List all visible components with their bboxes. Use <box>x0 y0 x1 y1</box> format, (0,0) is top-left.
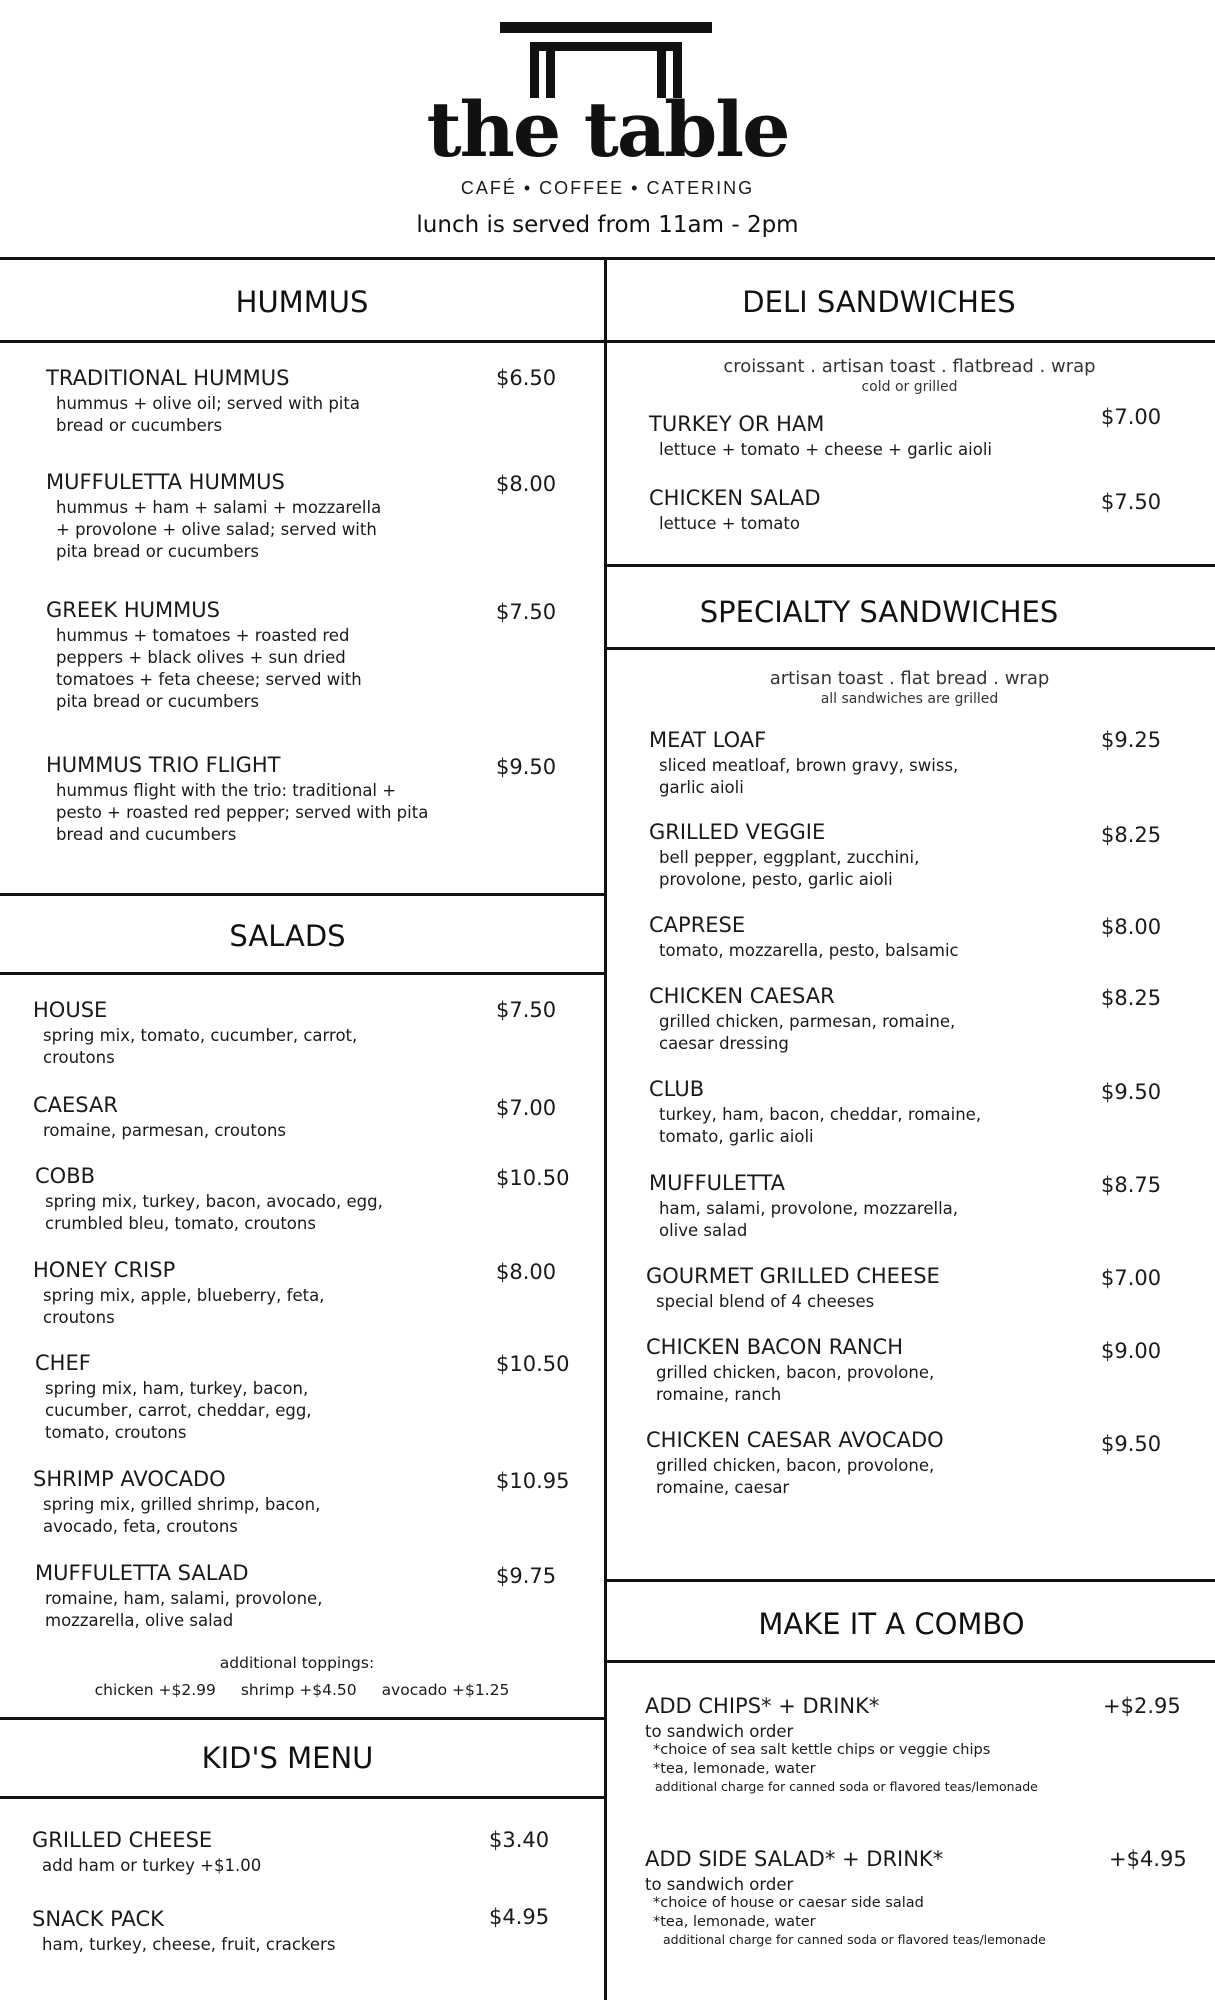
item-name: CHICKEN BACON RANCH <box>646 1335 903 1359</box>
divider <box>604 340 1215 343</box>
divider <box>0 972 604 975</box>
menu-item <box>646 1335 966 1406</box>
item-price: $10.50 <box>496 1352 570 1376</box>
item-name: COBB <box>35 1164 96 1188</box>
menu-item <box>649 820 969 891</box>
item-name: TURKEY OR HAM <box>649 412 825 436</box>
menu-item <box>35 1351 325 1444</box>
item-name: CAESAR <box>33 1093 118 1117</box>
combo-note: *tea, lemonade, water <box>653 1760 816 1777</box>
item-price: $9.25 <box>1101 728 1162 752</box>
menu-item <box>46 598 376 713</box>
item-price: $7.00 <box>496 1096 557 1120</box>
topping-shrimp: shrimp +$4.50 <box>240 1681 357 1699</box>
item-description: add ham or turkey +$1.00 <box>42 1856 262 1876</box>
topping-avocado: avocado +$1.25 <box>381 1681 510 1699</box>
item-description: hummus + ham + salami + mozzarella + provolone + olive salad; served with pita bread or cucumbers <box>56 498 382 562</box>
item-name: ADD CHIPS* + DRINK* <box>645 1694 880 1718</box>
item-price: $4.95 <box>489 1905 550 1929</box>
divider <box>0 257 1215 260</box>
item-description: spring mix, apple, blueberry, feta, croutons <box>43 1286 325 1328</box>
item-description: spring mix, grilled shrimp, bacon, avocado, feta, croutons <box>43 1495 321 1537</box>
item-price: $8.00 <box>496 472 557 496</box>
toppings-list <box>0 1681 604 1699</box>
item-name: SNACK PACK <box>32 1907 164 1931</box>
bread-options-note: all sandwiches are grilled <box>820 690 999 707</box>
item-price: $10.50 <box>496 1166 570 1190</box>
menu-item <box>33 1093 363 1142</box>
item-name: SHRIMP AVOCADO <box>33 1467 226 1491</box>
section-title-specialty: SPECIALTY SANDWICHES <box>699 595 1059 629</box>
combo-fine-print: additional charge for canned soda or flavored teas/lemonade <box>655 1778 1038 1794</box>
combo-subtitle: to sandwich order <box>645 1722 794 1741</box>
item-name: MEAT LOAF <box>649 728 767 752</box>
item-price: $10.95 <box>496 1469 570 1493</box>
section-title-deli: DELI SANDWICHES <box>742 285 1016 319</box>
menu-item <box>35 1164 385 1235</box>
item-price: +$2.95 <box>1103 1694 1181 1718</box>
divider <box>0 893 604 896</box>
item-description: romaine, parmesan, croutons <box>43 1121 287 1141</box>
menu-item <box>649 728 969 799</box>
combo-fine-print: additional charge for canned soda or flavored teas/lemonade <box>663 1931 1046 1947</box>
item-name: ADD SIDE SALAD* + DRINK* <box>645 1847 944 1871</box>
menu-item <box>33 1258 343 1329</box>
menu-item <box>33 998 363 1069</box>
item-description: bell pepper, eggplant, zucchini, provolone, pesto, garlic aioli <box>659 848 920 890</box>
item-price: $7.50 <box>496 998 557 1022</box>
menu-item <box>646 1264 1046 1313</box>
item-name: HONEY CRISP <box>33 1258 176 1282</box>
bread-options-text: croissant . artisan toast . flatbread . wrap <box>723 356 1096 377</box>
item-price: $6.50 <box>496 366 557 390</box>
item-name: GREEK HUMMUS <box>46 598 220 622</box>
item-price: $3.40 <box>489 1828 550 1852</box>
toppings-label: additional toppings: <box>219 1654 375 1672</box>
menu-item <box>35 1561 335 1632</box>
item-name: CHICKEN CAESAR AVOCADO <box>646 1428 944 1452</box>
menu-item <box>649 1077 999 1148</box>
menu-header <box>0 0 1215 258</box>
bread-options <box>604 356 1215 396</box>
item-price: $8.75 <box>1101 1173 1162 1197</box>
divider <box>604 1579 1215 1582</box>
item-price: +$4.95 <box>1109 1847 1187 1871</box>
section-title-hummus: HUMMUS <box>235 285 369 319</box>
combo-subtitle: to sandwich order <box>645 1875 794 1894</box>
brand-tagline: CAFÉ • COFFEE • CATERING <box>460 178 755 198</box>
menu-item <box>646 1428 966 1499</box>
item-name: GRILLED VEGGIE <box>649 820 826 844</box>
item-price: $7.50 <box>496 600 557 624</box>
divider <box>604 1660 1215 1663</box>
item-name: CLUB <box>649 1077 705 1101</box>
item-description: grilled chicken, bacon, provolone, romaine, ranch <box>656 1363 935 1405</box>
item-description: ham, salami, provolone, mozzarella, olive salad <box>659 1199 959 1241</box>
item-price: $7.50 <box>1101 490 1162 514</box>
item-name: GOURMET GRILLED CHEESE <box>646 1264 940 1288</box>
item-name: CHICKEN SALAD <box>649 486 821 510</box>
item-price: $7.00 <box>1101 1266 1162 1290</box>
menu-item <box>649 1171 989 1242</box>
divider <box>604 647 1215 650</box>
item-description: grilled chicken, bacon, provolone, romaine, caesar <box>656 1456 935 1498</box>
item-name: CAPRESE <box>649 913 746 937</box>
item-price: $7.00 <box>1101 405 1162 429</box>
item-price: $8.25 <box>1101 823 1162 847</box>
divider <box>0 1796 604 1799</box>
bread-options-text: artisan toast . flat bread . wrap <box>769 668 1050 689</box>
item-description: lettuce + tomato <box>659 514 800 534</box>
menu-item <box>46 366 386 437</box>
item-description: spring mix, ham, turkey, bacon, cucumber, carrot, cheddar, egg, tomato, croutons <box>45 1379 312 1443</box>
item-price: $8.00 <box>496 1260 557 1284</box>
item-price: $9.50 <box>1101 1080 1162 1104</box>
item-name: MUFFULETTA HUMMUS <box>46 470 285 494</box>
item-description: sliced meatloaf, brown gravy, swiss, garlic aioli <box>659 756 959 798</box>
item-name: CHEF <box>35 1351 91 1375</box>
section-title-combo: MAKE IT A COMBO <box>758 1607 1025 1641</box>
section-title-kids: KID'S MENU <box>201 1741 374 1775</box>
divider <box>604 564 1215 567</box>
combo-note: *tea, lemonade, water <box>653 1913 816 1930</box>
menu-item <box>649 486 1029 535</box>
brand-name: the table <box>426 85 789 174</box>
item-name: MUFFULETTA <box>649 1171 786 1195</box>
item-description: ham, turkey, cheese, fruit, crackers <box>42 1935 336 1955</box>
item-description: turkey, ham, bacon, cheddar, romaine, tomato, garlic aioli <box>659 1105 982 1147</box>
item-price: $8.00 <box>1101 915 1162 939</box>
item-description: lettuce + tomato + cheese + garlic aioli <box>659 440 993 460</box>
item-price: $9.00 <box>1101 1339 1162 1363</box>
menu-item <box>33 1467 353 1538</box>
menu-item <box>32 1907 372 1956</box>
item-description: hummus + olive oil; served with pita bread or cucumbers <box>56 394 360 436</box>
item-description: grilled chicken, parmesan, romaine, caesar dressing <box>659 1012 956 1054</box>
divider <box>0 1717 604 1720</box>
menu-item <box>649 984 989 1055</box>
item-name: HUMMUS TRIO FLIGHT <box>46 753 281 777</box>
item-price: $9.50 <box>496 755 557 779</box>
column-divider <box>604 257 607 2000</box>
menu-item <box>649 412 1029 461</box>
menu-item <box>46 470 386 563</box>
item-price: $9.75 <box>496 1564 557 1588</box>
lunch-hours: lunch is served from 11am - 2pm <box>416 212 799 238</box>
combo-note: *choice of house or caesar side salad <box>653 1895 924 1911</box>
section-title-salads: SALADS <box>229 919 346 953</box>
item-description: hummus flight with the trio: traditional + pesto + roasted red pepper; served with pita bread and cucumbers <box>56 781 429 845</box>
combo-item <box>645 1694 1115 1795</box>
item-description: tomato, mozzarella, pesto, balsamic <box>659 941 959 961</box>
item-name: CHICKEN CAESAR <box>649 984 835 1008</box>
item-price: $9.50 <box>1101 1432 1162 1456</box>
item-description: hummus + tomatoes + roasted red peppers + black olives + sun dried tomatoes + feta cheese; served with pita bread or cucumbers <box>56 626 362 711</box>
combo-item <box>645 1847 1115 1948</box>
item-description: spring mix, tomato, cucumber, carrot, croutons <box>43 1026 358 1068</box>
bread-options <box>604 668 1215 708</box>
menu-item <box>32 1828 372 1877</box>
item-name: MUFFULETTA SALAD <box>35 1561 249 1585</box>
item-price: $8.25 <box>1101 986 1162 1010</box>
item-description: spring mix, turkey, bacon, avocado, egg, crumbled bleu, tomato, croutons <box>45 1192 383 1234</box>
combo-note: *choice of sea salt kettle chips or veggie chips <box>653 1742 991 1758</box>
menu-item <box>46 753 446 846</box>
item-name: HOUSE <box>33 998 108 1022</box>
topping-chicken: chicken +$2.99 <box>94 1681 216 1699</box>
item-name: TRADITIONAL HUMMUS <box>46 366 290 390</box>
additional-toppings <box>0 1654 604 1699</box>
item-name: GRILLED CHEESE <box>32 1828 213 1852</box>
menu-item <box>649 913 1049 962</box>
divider <box>0 340 604 343</box>
item-description: romaine, ham, salami, provolone, mozzarella, olive salad <box>45 1589 323 1631</box>
item-description: special blend of 4 cheeses <box>656 1292 875 1312</box>
bread-options-note: cold or grilled <box>861 378 958 395</box>
